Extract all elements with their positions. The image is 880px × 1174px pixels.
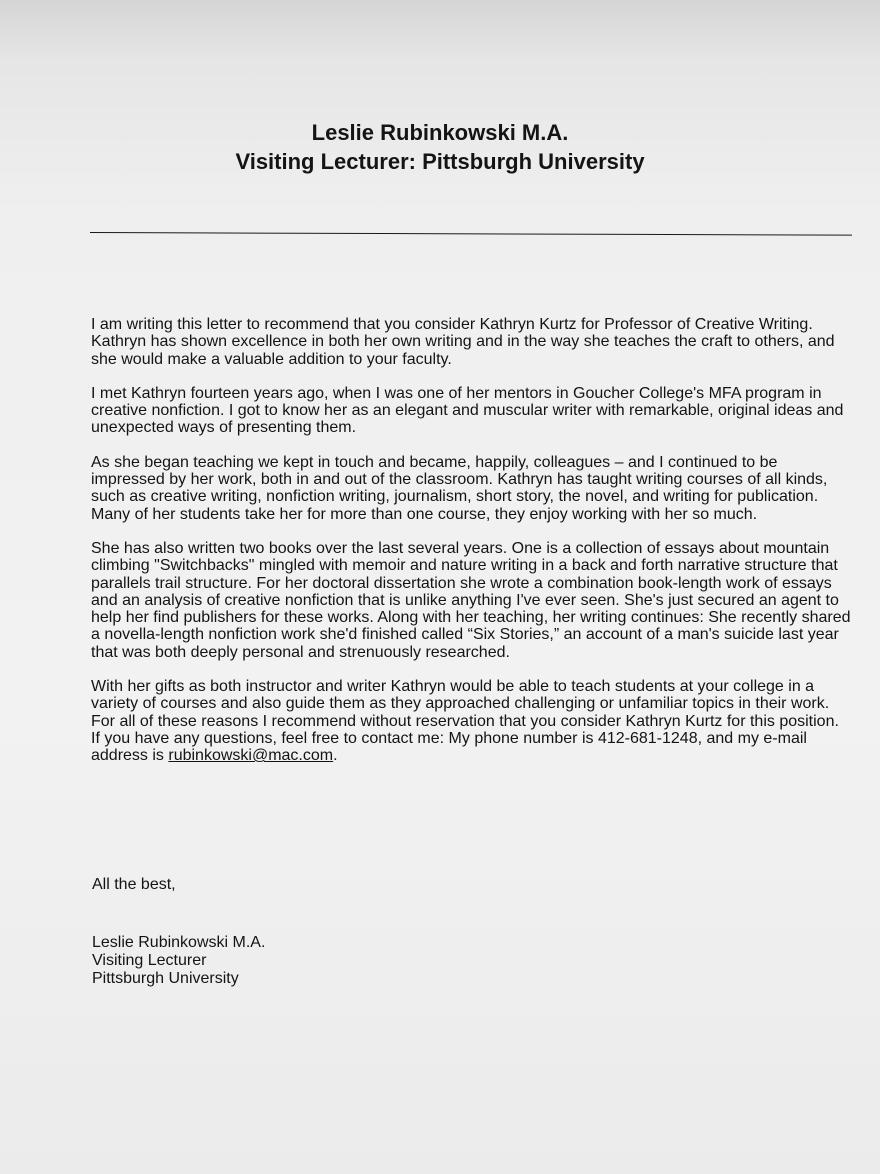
- letterhead-name: Leslie Rubinkowski M.A.: [311, 120, 569, 145]
- paragraph-2: I met Kathryn fourteen years ago, when I was one of her mentors in Goucher College's MFA program in creative nonfiction. I got to know her as an elegant and muscular writer with remarkable, original ideas and unexpected ways of presenting them.: [91, 384, 844, 437]
- paragraph-3: As she began teaching we kept in touch and became, happily, colleagues – and I continued to be impressed by her work, both in and out of the classroom. Kathryn has taught writing courses of all kinds, such as creative writing, nonfiction writing, journalism, short story, the novel, and writing for publication. Many of her students take her for more than one course, they enjoy working with her so much.: [91, 453, 828, 523]
- paragraph-5-text: With her gifts as both instructor and writer Kathryn would be able to teach students at your college in a variety of courses and also guide them as they approached challenging or unfamiliar topics in their work. For all of these reasons I recommend without reservation that you consider Kathryn Kurtz for this position. If you have any questions, feel free to contact me: My phone number is 412-681-1248, and my e-mail address is: [91, 678, 839, 765]
- signature-title: Visiting Lecturer: [92, 952, 207, 969]
- email-link[interactable]: rubinkowski@mac.com: [168, 747, 334, 765]
- paragraph-5: [91, 678, 851, 764]
- paragraph-4: She has also written two books over the last several years. One is a collection of essays about mountain climbing "Switchbacks" mingled with memoir and nature writing in a back and forth narrative structure that parallels trail structure. For her doctoral dissertation she wrote a combination book-length work of essays and an analysis of creative nonfiction that is unlike anything I've ever seen. She's just secured an agent to help her find publishers for these works. Along with her teaching, her writing continues: She recently shared a novella-length nonfiction work she'd finished called “Six Stories,” an account of a man's suicide last year that was both deeply personal and strenuously researched.: [91, 539, 851, 661]
- letterhead-title: Visiting Lecturer: Pittsburgh University: [235, 149, 645, 174]
- closing: All the best,: [92, 876, 176, 893]
- signature-name: Leslie Rubinkowski M.A.: [92, 934, 266, 951]
- paragraph-1: I am writing this letter to recommend that you consider Kathryn Kurtz for Professor of Creative Writing. Kathryn has shown excellence in both her own writing and in the way she teaches the craft to others, and she would make a valuable addition to your faculty.: [91, 316, 835, 368]
- letterhead-divider: [90, 232, 852, 236]
- page-shadow: [0, 0, 880, 60]
- signature-block: [92, 934, 265, 988]
- signature-institution: Pittsburgh University: [92, 970, 239, 987]
- letter-body: [91, 316, 851, 782]
- letterhead: [0, 118, 880, 176]
- paragraph-5-end: .: [333, 747, 338, 765]
